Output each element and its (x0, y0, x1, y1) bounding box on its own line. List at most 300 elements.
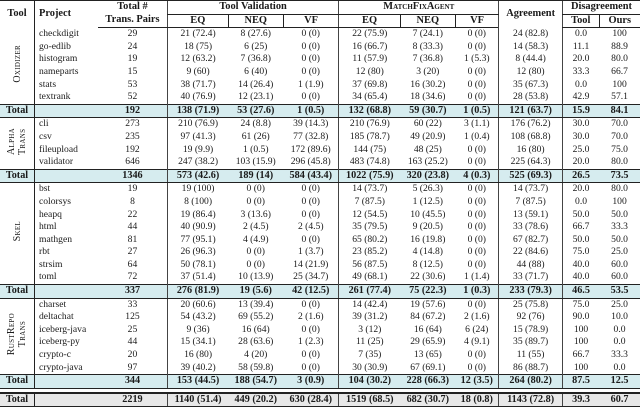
total-pairs: 273 (125, 118, 140, 130)
tv-neq-cell: 58 (59.8) (238, 361, 274, 373)
total-pairs: 72 (127, 271, 138, 283)
grand-total-project-blank (35, 393, 99, 407)
dis-ours-total: 53.5 (599, 285, 640, 299)
mf-eq-cell: 185 (78.7) (339, 131, 401, 144)
tv-vf-cell: 0 (0) (301, 323, 320, 335)
table-row (0, 41, 640, 54)
tv-neq-cell: 0 (0) (246, 258, 265, 270)
table-row (0, 28, 640, 41)
mf-eq-cell: 39 (31.2) (339, 311, 401, 324)
project-name: nameparts (39, 65, 79, 77)
tv-eq-cell: 77 (95.1) (167, 234, 228, 247)
table-row (0, 91, 640, 104)
tv-neq-cell: 0 (0) (246, 246, 265, 258)
mf-neq-cell: 48 (25) (413, 143, 442, 155)
agreement-cell: 28 (53.8) (499, 91, 563, 104)
tv-neq-total: 53 (27.6) (228, 104, 283, 118)
tool-group-label (0, 183, 35, 285)
dis-ours-cell: 25.0 (611, 246, 628, 258)
mf-neq-total: 75 (22.3) (400, 285, 455, 299)
mf-neq-cell: 7 (36.8) (412, 53, 443, 65)
project-name: fileupload (39, 143, 78, 155)
table-row (0, 362, 640, 375)
project-name: rbt (39, 246, 50, 258)
tv-eq-header: EQ (167, 14, 228, 28)
mf-vf-cell: 1 (5.3) (463, 53, 490, 65)
tv-vf-cell: 0 (0) (301, 65, 320, 77)
tv-vf-cell: 25 (34.7) (293, 271, 329, 283)
tv-vf-cell: 296 (45.8) (290, 156, 331, 168)
tv-vf-cell: 172 (89.6) (290, 143, 331, 155)
dis-ours-cell: 0.0 (613, 361, 626, 373)
mf-eq-cell: 483 (74.8) (339, 156, 401, 169)
mf-neq-total: 228 (66.3) (400, 375, 455, 389)
mf-eq-cell: 7 (87.5) (339, 196, 401, 209)
mf-vf-cell: 0 (0) (467, 183, 486, 195)
group-total-row (0, 169, 640, 183)
tv-vf-grand-total: 630 (28.4) (283, 393, 339, 407)
total-pairs: 24 (127, 40, 138, 52)
dis-ours-cell: 0.0 (613, 336, 626, 348)
project-name: crypto-c (39, 349, 71, 361)
mf-vf-cell: 0 (0) (467, 78, 486, 90)
mf-vf-cell: 0 (0) (467, 28, 486, 40)
project-name: validator (39, 156, 74, 168)
tv-neq-cell: 2 (4.5) (242, 221, 269, 233)
tv-vf-total: 42 (12.5) (283, 285, 339, 299)
total-pairs: 337 (98, 285, 167, 299)
total-pairs: 97 (127, 361, 138, 373)
agreement-cell: 16 (80) (499, 144, 563, 157)
total-pairs: 192 (98, 104, 167, 118)
tv-eq-cell: 16 (80) (167, 349, 228, 362)
mf-neq-cell: 22 (30.6) (410, 271, 446, 283)
agreement-total: 264 (80.2) (499, 375, 563, 389)
tv-vf-cell: 0 (0) (301, 28, 320, 40)
mf-eq-cell: 12 (80) (339, 66, 401, 79)
mf-eq-cell: 144 (75) (339, 144, 401, 157)
dis-ours-cell: 0.0 (613, 323, 626, 335)
tv-eq-cell: 18 (75) (167, 41, 228, 54)
mf-vf-header: VF (455, 14, 498, 28)
tv-vf-cell: 0 (0) (301, 183, 320, 195)
dis-tool-grand-total: 39.3 (562, 393, 599, 407)
agreement-header: Agreement (499, 1, 563, 28)
tv-vf-cell: 77 (32.8) (293, 130, 329, 142)
tv-vf-cell: 0 (0) (301, 208, 320, 220)
tv-neq-cell: 4 (20) (244, 349, 268, 361)
mf-vf-cell: 0 (0) (467, 233, 486, 245)
project-name: toml (39, 271, 57, 283)
mf-vf-cell: 1 (0.4) (463, 130, 490, 142)
tv-vf-total: 1 (0.5) (283, 104, 339, 118)
mf-eq-cell: 65 (80.2) (339, 234, 401, 247)
mf-neq-cell: 13 (65) (413, 349, 442, 361)
tv-vf-cell: 2 (1.6) (297, 311, 324, 323)
dis-tool-cell: 40.0 (562, 259, 599, 272)
dis-tool-cell: 42.9 (562, 91, 599, 104)
mf-eq-total: 261 (77.4) (339, 285, 401, 299)
tv-eq-cell: 247 (38.2) (167, 156, 228, 169)
dis-tool-total: 46.5 (562, 285, 599, 299)
total-project-blank (35, 285, 99, 299)
tv-eq-cell: 8 (100) (167, 196, 228, 209)
dis-tool-cell: 20.0 (562, 156, 599, 169)
mf-neq-cell: 5 (26.3) (412, 183, 443, 195)
tv-eq-grand-total: 1140 (51.4) (167, 393, 228, 407)
total-pairs: 192 (125, 143, 140, 155)
agreement-cell: 44 (88) (499, 259, 563, 272)
agreement-cell: 24 (82.8) (499, 28, 563, 41)
total-label: Total (0, 169, 35, 183)
table-row (0, 196, 640, 209)
dis-tool-cell: 90.0 (562, 311, 599, 324)
dis-tool-cell: 100 (562, 336, 599, 349)
dis-tool-cell: 0.0 (562, 79, 599, 92)
total-pairs: 27 (127, 246, 138, 258)
total-pairs: 64 (127, 258, 138, 270)
table-row (0, 53, 640, 66)
tv-eq-cell: 210 (76.9) (167, 118, 228, 131)
total-pairs: 25 (127, 323, 138, 335)
tv-eq-cell: 39 (40.2) (167, 362, 228, 375)
total-pairs: 29 (127, 28, 138, 40)
mf-neq-cell: 29 (65.9) (410, 336, 446, 348)
total-pairs: 81 (127, 233, 138, 245)
tool-group-name-line1: Alpha (6, 127, 17, 155)
agreement-cell: 15 (78.9) (499, 324, 563, 337)
mf-neq-cell: 4 (14.8) (412, 246, 443, 258)
table-row (0, 79, 640, 92)
total-label: Total (0, 104, 35, 118)
tv-neq-header: NEQ (228, 14, 283, 28)
mf-neq-cell: 19 (57.6) (410, 298, 446, 310)
table-row (0, 311, 640, 324)
mf-neq-cell: 67 (69.1) (410, 361, 446, 373)
tv-vf-total: 3 (0.9) (283, 375, 339, 389)
project-name: csv (39, 130, 52, 142)
tv-vf-cell: 0 (0) (301, 361, 320, 373)
dis-ours-cell: 25.0 (611, 298, 628, 310)
mf-vf-cell: 1 (1.4) (463, 271, 490, 283)
tv-vf-cell: 0 (0) (301, 298, 320, 310)
disagreement-header: Disagreement (562, 1, 640, 15)
mf-neq-grand-total: 682 (30.7) (400, 393, 455, 407)
project-name: deltachat (39, 311, 74, 323)
agreement-cell: 12 (80) (499, 66, 563, 79)
project-name: textrank (39, 91, 71, 103)
total-pairs: 44 (127, 336, 138, 348)
project-name: checkdigit (39, 27, 79, 39)
tool-validation-header: Tool Validation (167, 1, 338, 15)
agreement-cell: 11 (55) (499, 349, 563, 362)
col-tool-header: Tool (0, 1, 35, 28)
tv-vf-cell: 0 (0) (301, 91, 320, 103)
project-name: bst (39, 183, 51, 195)
tv-vf-cell: 2 (4.5) (297, 221, 324, 233)
mf-eq-cell: 35 (79.5) (339, 221, 401, 234)
tv-neq-cell: 4 (4.9) (242, 233, 269, 245)
dis-ours-cell: 60.0 (611, 258, 628, 270)
dis-tool-cell: 33.3 (562, 66, 599, 79)
table-row (0, 336, 640, 349)
tv-vf-cell: 0 (0) (301, 40, 320, 52)
dis-tool-cell: 100 (562, 362, 599, 375)
tv-vf-cell: 1 (2.3) (297, 336, 324, 348)
mf-eq-cell: 12 (54.5) (339, 209, 401, 222)
table-row (0, 259, 640, 272)
tv-eq-cell: 12 (63.2) (167, 53, 228, 66)
mf-eq-grand-total: 1519 (68.5) (339, 393, 401, 407)
tv-eq-total: 573 (42.6) (167, 169, 228, 183)
mf-eq-cell: 34 (65.4) (339, 91, 401, 104)
agreement-cell: 25 (75.8) (499, 298, 563, 311)
mf-vf-cell: 3 (1.1) (463, 118, 490, 130)
dis-ours-total: 73.5 (599, 169, 640, 183)
dis-tool-cell: 30.0 (562, 131, 599, 144)
tv-eq-cell: 38 (71.7) (167, 79, 228, 92)
dis-ours-cell: 88.9 (611, 40, 628, 52)
tv-eq-cell: 97 (41.3) (167, 131, 228, 144)
mf-vf-cell: 0 (0) (467, 195, 486, 207)
total-pairs: 344 (98, 375, 167, 389)
project-name: heapq (39, 208, 62, 220)
tv-neq-total: 19 (5.6) (228, 285, 283, 299)
mf-vf-total: 1 (0.5) (455, 104, 498, 118)
mf-vf-cell: 2 (1.6) (463, 311, 490, 323)
tv-eq-cell: 21 (72.4) (167, 28, 228, 41)
tv-eq-cell: 54 (43.2) (167, 311, 228, 324)
dis-tool-header: Tool (562, 14, 599, 28)
mf-neq-header: NEQ (400, 14, 455, 28)
dis-ours-total: 84.1 (599, 104, 640, 118)
table-row (0, 183, 640, 196)
mf-neq-cell: 7 (24.1) (412, 28, 443, 40)
total-project-blank (35, 169, 99, 183)
table-row (0, 209, 640, 222)
dis-tool-cell: 100 (562, 324, 599, 337)
agreement-cell: 22 (84.6) (499, 246, 563, 259)
dis-tool-cell: 30.0 (562, 118, 599, 131)
mf-neq-cell: 9 (20.5) (412, 221, 443, 233)
agreement-total: 121 (63.7) (499, 104, 563, 118)
col-project-header: Project (35, 1, 99, 28)
mf-vf-cell: 0 (0) (467, 156, 486, 168)
dis-ours-cell: 70.0 (611, 130, 628, 142)
table-row (0, 246, 640, 259)
mf-vf-grand-total: 18 (0.8) (455, 393, 498, 407)
tool-group-name-line2: Trans (17, 128, 28, 155)
tv-neq-total: 189 (14) (228, 169, 283, 183)
dis-ours-cell: 80.0 (611, 53, 628, 65)
total-pairs: 15 (127, 65, 138, 77)
mf-eq-cell: 49 (68.1) (339, 271, 401, 284)
agreement-cell: 14 (73.7) (499, 183, 563, 196)
mf-eq-total: 1022 (75.9) (339, 169, 401, 183)
grand-total-label: Total (0, 393, 35, 407)
mf-eq-cell: 16 (66.7) (339, 41, 401, 54)
tv-vf-cell: 0 (0) (301, 233, 320, 245)
tv-vf-cell: 0 (0) (301, 349, 320, 361)
tv-neq-grand-total: 449 (20.2) (228, 393, 283, 407)
mf-eq-cell: 14 (42.4) (339, 298, 401, 311)
tv-eq-cell: 40 (90.9) (167, 221, 228, 234)
dis-ours-cell: 50.0 (611, 233, 628, 245)
dis-tool-cell: 75.0 (562, 246, 599, 259)
agreement-cell: 35 (89.7) (499, 336, 563, 349)
tv-neq-cell: 0 (0) (246, 183, 265, 195)
mf-vf-cell: 0 (0) (467, 349, 486, 361)
mf-eq-total: 132 (68.8) (339, 104, 401, 118)
tv-neq-cell: 24 (8.8) (240, 118, 271, 130)
tv-neq-cell: 6 (25) (244, 40, 268, 52)
group-total-row (0, 104, 640, 118)
total-pairs: 22 (127, 208, 138, 220)
total-pairs: 8 (130, 195, 135, 207)
project-name: mathgen (39, 233, 73, 245)
project-name: charset (39, 298, 67, 310)
mf-neq-cell: 10 (45.5) (410, 208, 446, 220)
tv-neq-cell: 7 (36.8) (240, 53, 271, 65)
table-row (0, 66, 640, 79)
tv-neq-cell: 69 (55.2) (238, 311, 274, 323)
tv-neq-total: 188 (54.7) (228, 375, 283, 389)
dis-tool-cell: 20.0 (562, 53, 599, 66)
total-pairs: 53 (127, 78, 138, 90)
table-row (0, 234, 640, 247)
agreement-cell: 8 (44.4) (499, 53, 563, 66)
total-pairs: 52 (127, 91, 138, 103)
agreement-total: 233 (79.3) (499, 285, 563, 299)
dis-tool-cell: 11.1 (562, 41, 599, 54)
mf-vf-cell: 0 (0) (467, 258, 486, 270)
dis-ours-cell: 100 (612, 28, 627, 40)
total-pairs: 33 (127, 298, 138, 310)
table-row (0, 349, 640, 362)
agreement-cell: 108 (68.8) (499, 131, 563, 144)
mf-neq-total: 320 (23.8) (400, 169, 455, 183)
mf-neq-cell: 16 (30.2) (410, 78, 446, 90)
tool-group-label (0, 118, 35, 169)
table-row (0, 324, 640, 337)
tv-eq-cell: 40 (76.9) (167, 91, 228, 104)
mf-eq-cell: 37 (69.8) (339, 79, 401, 92)
mf-vf-cell: 4 (9.1) (463, 336, 490, 348)
mf-vf-cell: 0 (0) (467, 298, 486, 310)
dis-ours-cell: 60.0 (611, 271, 628, 283)
project-name: cli (39, 118, 49, 130)
total-label: Total (0, 285, 35, 299)
mf-neq-cell: 16 (19.8) (410, 233, 446, 245)
dis-ours-cell: 66.7 (611, 65, 628, 77)
tv-neq-cell: 16 (64) (241, 323, 270, 335)
tv-neq-cell: 0 (0) (246, 195, 265, 207)
agreement-cell: 176 (76.2) (499, 118, 563, 131)
tv-vf-cell: 0 (0) (301, 195, 320, 207)
dis-tool-cell: 66.7 (562, 349, 599, 362)
mf-eq-cell: 11 (57.9) (339, 53, 401, 66)
dis-tool-cell: 50.0 (562, 209, 599, 222)
agreement-cell: 67 (82.7) (499, 234, 563, 247)
tv-neq-cell: 14 (26.4) (238, 78, 274, 90)
tv-eq-total: 153 (44.5) (167, 375, 228, 389)
tool-group-label (0, 28, 35, 105)
project-name: iceberg-java (39, 323, 87, 335)
mf-vf-cell: 0 (0) (467, 91, 486, 103)
grand-total-pairs: 2219 (98, 393, 167, 407)
total-pairs: 20 (127, 349, 138, 361)
tv-eq-cell: 15 (34.1) (167, 336, 228, 349)
agreement-cell: 14 (58.3) (499, 41, 563, 54)
mf-eq-cell: 23 (85.2) (339, 246, 401, 259)
mf-eq-cell: 11 (25) (339, 336, 401, 349)
project-name: crypto-java (39, 361, 83, 373)
agreement-cell: 92 (76) (499, 311, 563, 324)
mf-eq-cell: 210 (76.9) (339, 118, 401, 131)
tv-eq-cell: 9 (36) (167, 324, 228, 337)
total-pairs: 235 (125, 130, 140, 142)
total-project-blank (35, 104, 99, 118)
tv-eq-cell: 20 (60.6) (167, 298, 228, 311)
tv-neq-cell: 6 (40) (244, 65, 268, 77)
dis-tool-cell: 50.0 (562, 234, 599, 247)
mf-vf-total: 4 (0.3) (455, 169, 498, 183)
mf-eq-cell: 56 (87.5) (339, 259, 401, 272)
mf-vf-cell: 0 (0) (467, 208, 486, 220)
col-total-pairs-header-line1: Total # (98, 1, 167, 15)
tv-vf-cell: 14 (21.9) (293, 258, 329, 270)
mf-eq-cell: 22 (75.9) (339, 28, 401, 41)
agreement-grand-total: 1143 (72.8) (499, 393, 563, 407)
dis-ours-cell: 33.3 (611, 349, 628, 361)
tool-group-name: Skel (11, 221, 23, 242)
mf-neq-cell: 49 (20.9) (410, 130, 446, 142)
tv-neq-cell: 12 (23.1) (238, 91, 274, 103)
project-name: html (39, 221, 57, 233)
project-name: go-edlib (39, 40, 71, 52)
tv-vf-cell: 1 (1.9) (297, 78, 324, 90)
table-row (0, 298, 640, 311)
agreement-cell: 35 (67.3) (499, 79, 563, 92)
project-name: colorsys (39, 195, 71, 207)
mf-neq-cell: 163 (25.2) (407, 156, 448, 168)
project-name: histogram (39, 53, 78, 65)
agreement-cell: 13 (59.1) (499, 209, 563, 222)
dis-ours-cell: 100 (612, 78, 627, 90)
dis-tool-total: 26.5 (562, 169, 599, 183)
table-row (0, 271, 640, 284)
tv-vf-cell: 39 (14.3) (293, 118, 329, 130)
tv-neq-cell: 10 (13.9) (238, 271, 274, 283)
group-total-row (0, 285, 640, 299)
tv-eq-cell: 19 (9.9) (167, 144, 228, 157)
dis-ours-total: 12.5 (599, 375, 640, 389)
dis-tool-cell: 75.0 (562, 298, 599, 311)
tool-group-name-line2: Trans (17, 321, 28, 348)
tv-eq-cell: 19 (100) (167, 183, 228, 196)
total-pairs: 646 (125, 156, 140, 168)
table-row (0, 118, 640, 131)
tv-vf-total: 584 (43.4) (283, 169, 339, 183)
tv-neq-cell: 8 (27.6) (240, 28, 271, 40)
tv-eq-cell: 19 (86.4) (167, 209, 228, 222)
dis-tool-cell: 40.0 (562, 271, 599, 284)
mf-eq-header: EQ (339, 14, 401, 28)
tv-neq-cell: 3 (13.6) (240, 208, 271, 220)
project-name: strsim (39, 258, 63, 270)
total-label: Total (0, 375, 35, 389)
mf-eq-cell: 30 (30.9) (339, 362, 401, 375)
